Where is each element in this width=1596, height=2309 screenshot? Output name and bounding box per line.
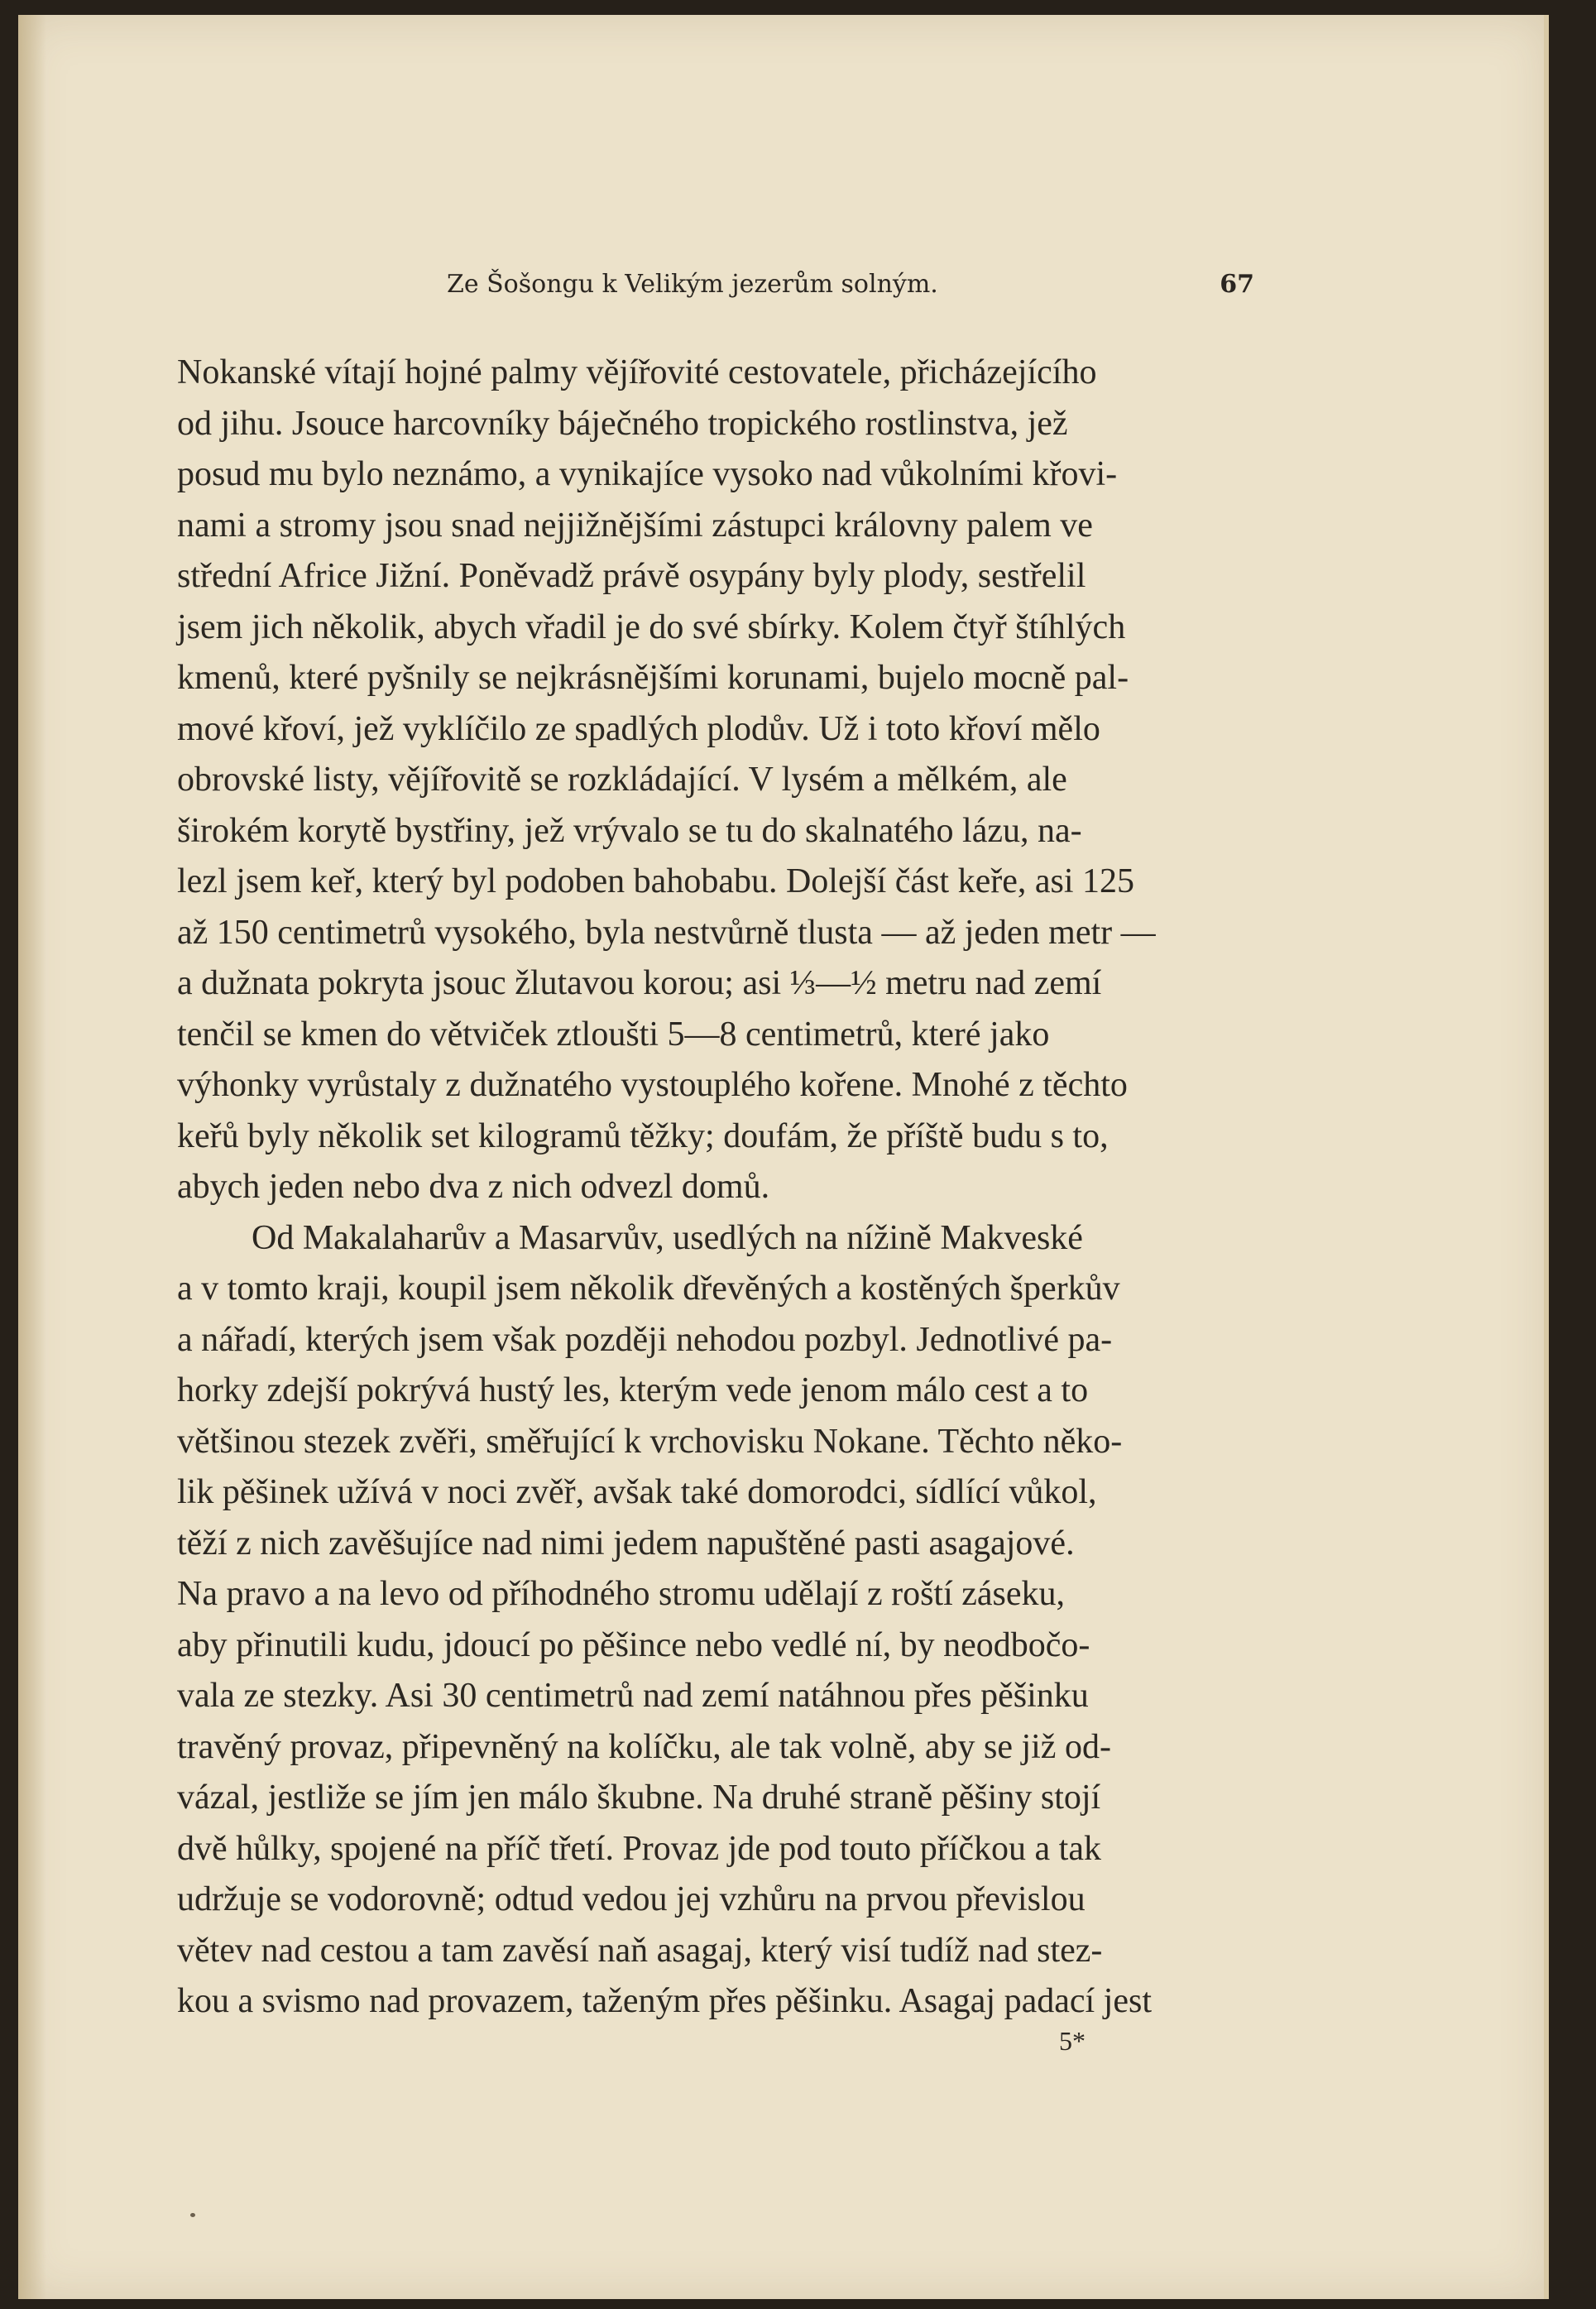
page-edge bbox=[1544, 15, 1549, 2299]
paper-speck bbox=[190, 2213, 195, 2217]
text-line: vala ze stezky. Asi 30 centimetrů nad zemí natáhnou přes pěšinku bbox=[177, 1677, 1089, 1715]
text-line: těží z nich zavěšujíce nad nimi jedem napuštěné pasti asagajové. bbox=[177, 1524, 1075, 1563]
text-line-paragraph-start: Od Makalaharův a Masarvův, usedlých na nížině Makveské bbox=[252, 1218, 1083, 1257]
signature-mark: 5* bbox=[1059, 2026, 1086, 2056]
text-line: od jihu. Jsouce harcovníky báječného tropického rostlinstva, jež bbox=[177, 404, 1068, 443]
page-number: 67 bbox=[1220, 270, 1254, 299]
text-line: střední Africe Jižní. Poněvadž právě osypány byly plody, sestřelil bbox=[177, 557, 1086, 595]
text-line-paragraph-end: abych jeden nebo dva z nich odvezl domů. bbox=[177, 1168, 770, 1206]
text-line: vázal, jestliže se jím jen málo škubne. Na druhé straně pěšiny stojí bbox=[177, 1779, 1101, 1817]
text-line: a v tomto kraji, koupil jsem několik dřevěných a kostěných šperkův bbox=[177, 1270, 1120, 1308]
text-line: výhonky vyrůstaly z dužnatého vystouplého kořene. Mnohé z těchto bbox=[177, 1066, 1128, 1104]
text-line: mové křoví, jež vyklíčilo ze spadlých plodův. Už i toto křoví mělo bbox=[177, 709, 1100, 748]
text-line: kou a svismo nad provazem, taženým přes pěšinku. Asagaj padací jest bbox=[177, 1982, 1153, 2020]
text-line: lik pěšinek užívá v noci zvěř, avšak také domorodci, sídlící vůkol, bbox=[177, 1473, 1097, 1511]
text-line: nami a stromy jsou snad nejjižnějšími zástupci královny palem ve bbox=[177, 506, 1093, 545]
book-page bbox=[18, 15, 1549, 2299]
text-line: a nářadí, kterých jsem však později nehodou pozbyl. Jednotlivé pa- bbox=[177, 1320, 1113, 1359]
page-header bbox=[177, 270, 1254, 303]
text-line: dvě hůlky, spojené na příč třetí. Provaz jde pod touto příčkou a tak bbox=[177, 1829, 1101, 1868]
text-line: až 150 centimetrů vysokého, byla nestvůrně tlusta — až jeden metr — bbox=[177, 913, 1156, 952]
text-line: Nokanské vítají hojné palmy vějířovité cestovatele, přicházejícího bbox=[177, 353, 1097, 391]
text-line: jsem jich několik, abych vřadil je do své sbírky. Kolem čtyř štíhlých bbox=[177, 607, 1126, 646]
text-line: travěný provaz, připevněný na kolíčku, ale tak volně, aby se již od- bbox=[177, 1727, 1111, 1766]
text-line: tenčil se kmen do větviček ztloušti 5—8 centimetrů, které jako bbox=[177, 1015, 1050, 1054]
running-title: Ze Šošongu k Velikým jezerům solným. bbox=[447, 270, 938, 299]
text-line: aby přinutili kudu, jdoucí po pěšince nebo vedlé ní, by neodbočo- bbox=[177, 1625, 1090, 1664]
text-line: horky zdejší pokrývá hustý les, kterým vede jenom málo cest a to bbox=[177, 1371, 1089, 1409]
body-text bbox=[177, 348, 1254, 2028]
text-line: většinou stezek zvěři, směřující k vrchovisku Nokane. Těchto něko- bbox=[177, 1422, 1123, 1461]
text-line: Na pravo a na levo od příhodného stromu udělají z roští záseku, bbox=[177, 1575, 1066, 1613]
text-line: širokém korytě bystřiny, jež vrývalo se tu do skalnatého lázu, na- bbox=[177, 811, 1082, 850]
text-line: kmenů, které pyšnily se nejkrásnějšími korunami, bujelo mocně pal- bbox=[177, 659, 1129, 697]
text-line: a dužnata pokryta jsouc žlutavou korou; asi ⅓—½ metru nad zemí bbox=[177, 964, 1102, 1002]
page-binding-shadow bbox=[18, 15, 46, 2299]
text-line: udržuje se vodorovně; odtud vedou jej vzhůru na prvou převislou bbox=[177, 1880, 1086, 1918]
text-line: keřů byly několik set kilogramů těžky; doufám, že příště budu s to, bbox=[177, 1116, 1109, 1155]
text-line: obrovské listy, vějířovitě se rozkládající. V lysém a mělkém, ale bbox=[177, 761, 1067, 799]
text-line: posud mu bylo neznámo, a vynikajíce vysoko nad vůkolními křovi- bbox=[177, 455, 1118, 493]
text-line: větev nad cestou a tam zavěsí naň asagaj, který visí tudíž nad stez- bbox=[177, 1931, 1103, 1970]
text-line: lezl jsem keř, který byl podoben bahobabu. Dolejší část keře, asi 125 bbox=[177, 862, 1135, 900]
